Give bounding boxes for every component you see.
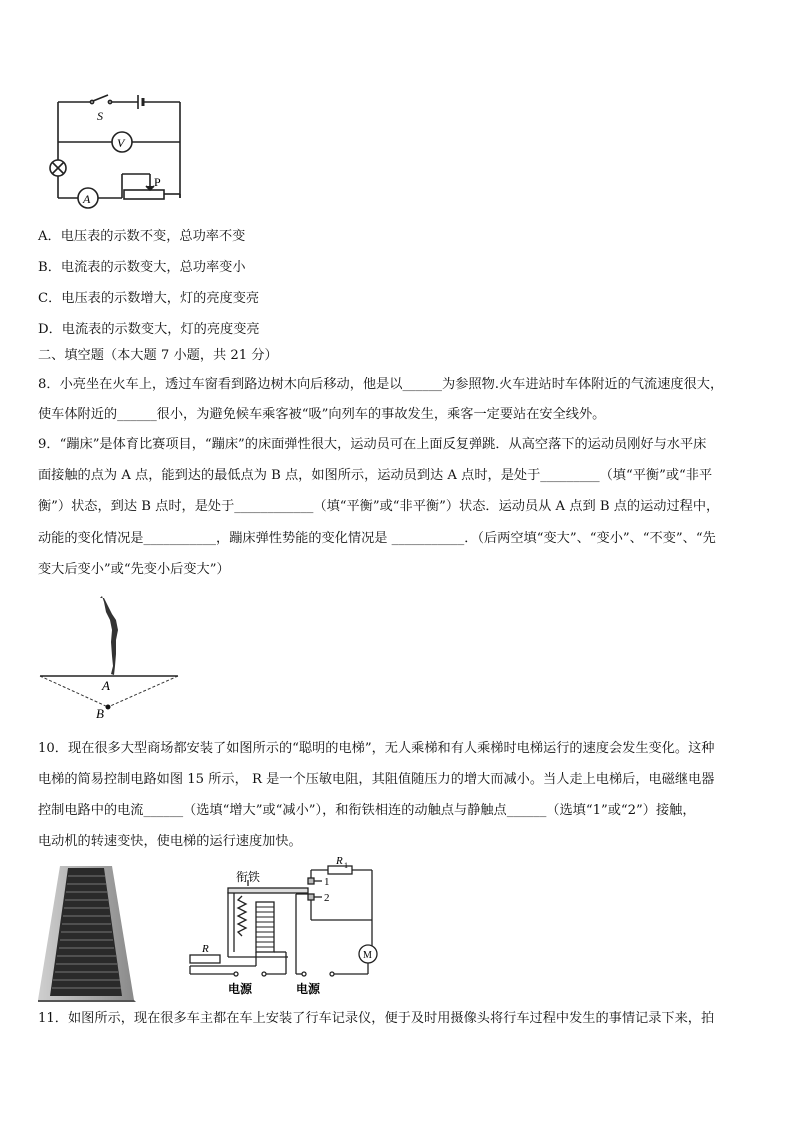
q10-line2: 电梯的简易控制电路如图 15 所示， R 是一个压敏电阻，其阻值随压力的增大而减小。当人走上电梯后，电磁继电器	[38, 772, 715, 787]
relay-circuit-diagram	[176, 855, 386, 1002]
section-title: 二、填空题（本大题 7 小题，共 21 分）	[38, 348, 278, 363]
q11-line1: 11．如图所示，现在很多车主都在车上安装了行车记录仪，便于及时用摄像头将行车过程中发生的事情记录下来，拍	[38, 1011, 715, 1026]
q8-line1: 8．小亮坐在火车上，透过车窗看到路边树木向后移动，他是以______为参照物.火车进站时车体附近的气流速度很大，	[38, 377, 724, 392]
athlete-figure	[100, 596, 118, 675]
slider-label: P	[154, 175, 161, 189]
ammeter-label: A	[83, 192, 91, 206]
r-label: R	[202, 943, 209, 955]
trampoline-diagram	[38, 590, 188, 720]
escalator-image	[38, 862, 136, 1002]
contact-1-label: 1	[324, 876, 330, 888]
r1-label: R	[336, 855, 343, 867]
contact-2-label: 2	[324, 892, 330, 904]
q10-line1: 10．现在很多大型商场都安装了如图所示的“聪明的电梯”，无人乘梯和有人乘梯时电梯运行的速度会发生变化。这种	[38, 741, 715, 756]
q9-line5: 变大后变小”或“先变小后变大”）	[38, 562, 230, 577]
motor-label: M	[363, 950, 372, 961]
power-source-2-label: 电源	[296, 982, 321, 996]
q9-line1: 9．“蹦床”是体育比赛项目，“蹦床”的床面弹性很大，运动员可在上面反复弹跳．从高空落下的运动员刚好与水平床	[38, 437, 707, 452]
point-b-label: B	[96, 706, 104, 721]
power-source-1-label: 电源	[228, 982, 253, 996]
switch-label: S	[97, 109, 103, 123]
option-c: C．电压表的示数增大，灯的亮度变亮	[38, 291, 260, 306]
option-b: B．电流表的示数变大，总功率变小	[38, 260, 246, 275]
circuit-diagram	[40, 90, 190, 210]
option-d: D．电流表的示数变大，灯的亮度变亮	[38, 322, 260, 337]
q9-line2: 面接触的点为 A 点，能到达的最低点为 B 点，如图所示，运动员到达 A 点时，是处于_________（填“平衡”或“非平	[38, 468, 713, 483]
q8-line2: 使车体附近的______很小，为避免候车乘客被“吸”向列车的事故发生，乘客一定要站在安全线外。	[38, 407, 606, 422]
voltmeter-label: V	[117, 136, 125, 150]
q9-line3: 衡”）状态，到达 B 点时，是处于____________（填“平衡”或“非平衡”）状态．运动员从 A 点到 B 点的运动过程中，	[38, 499, 720, 514]
q10-line4: 电动机的转速变快，使电梯的运行速度加快。	[38, 834, 302, 849]
armature-label: 衔铁	[236, 870, 261, 884]
q10-line3: 控制电路中的电流______（选填“增大”或“减小”），和衔铁相连的动触点与静触点______（选填“1”或“2”）接触，	[38, 803, 696, 818]
point-a-label: A	[102, 678, 110, 693]
r1-subscript: 1	[344, 861, 348, 870]
q9-line4: 动能的变化情况是___________，蹦床弹性势能的变化情况是 ___________．（后两空填“变大”、“变小”、“不变”、“先	[38, 531, 716, 546]
option-a: A．电压表的示数不变，总功率不变	[38, 229, 246, 244]
